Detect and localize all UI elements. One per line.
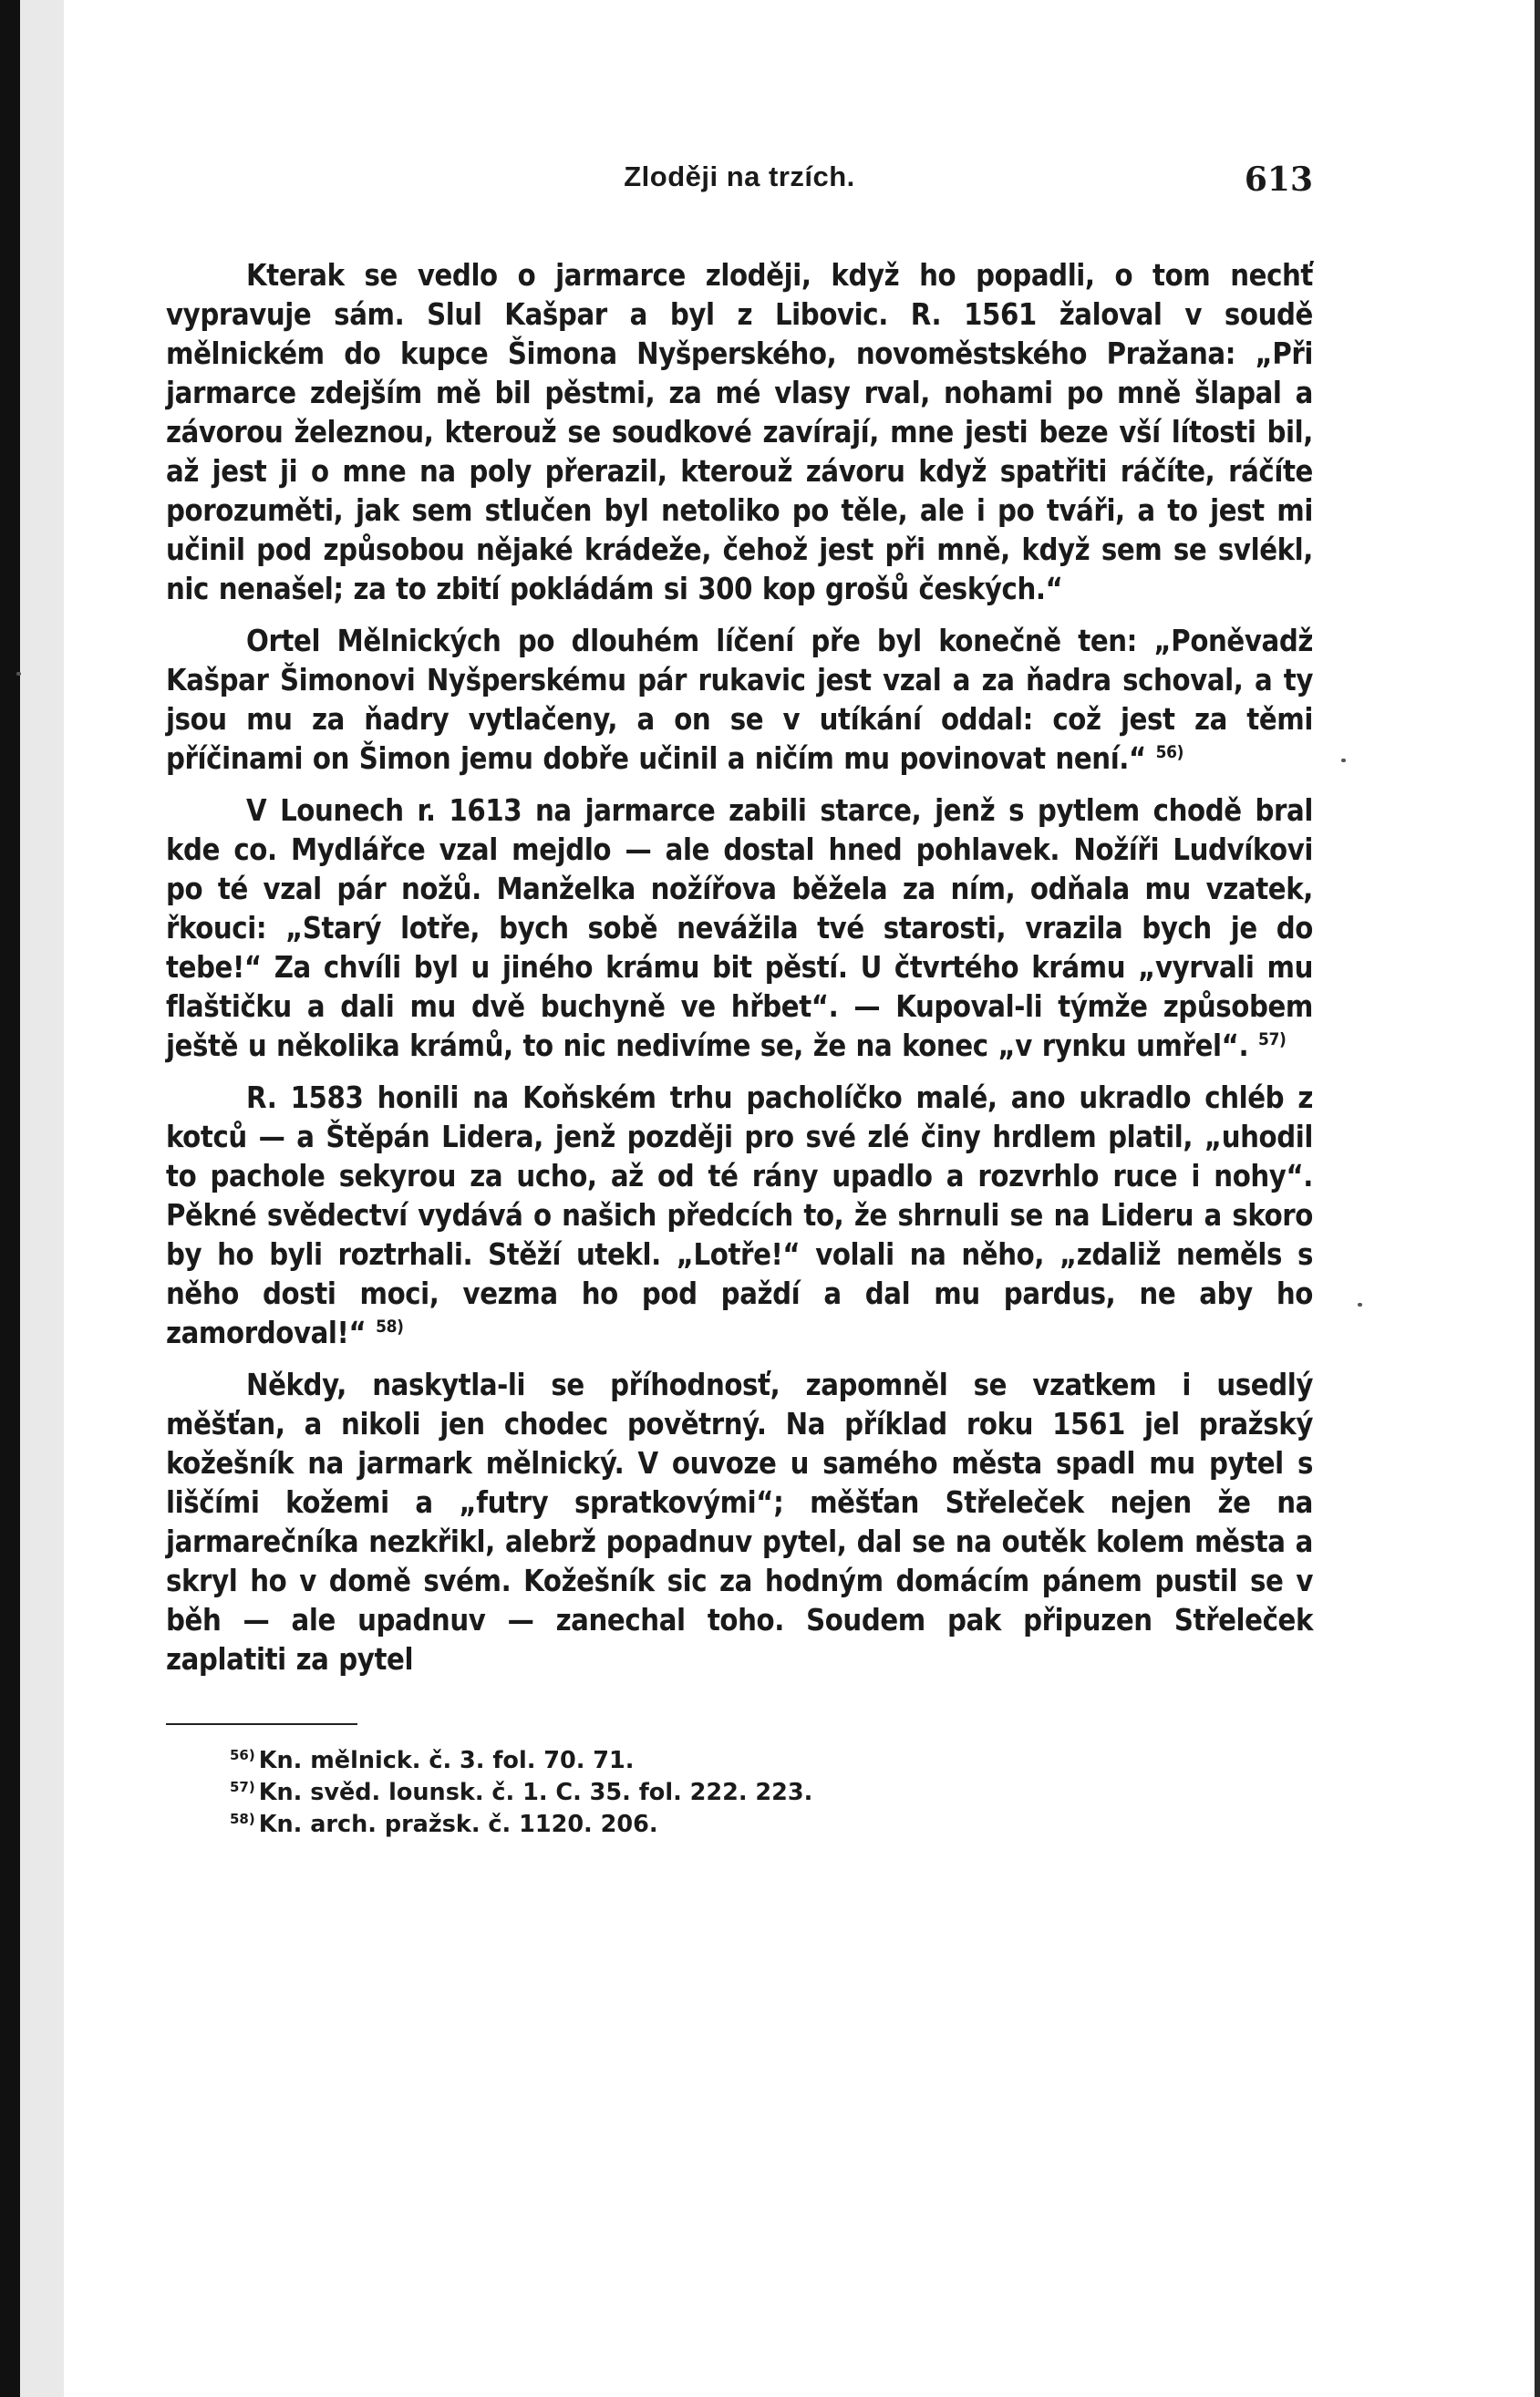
paragraph-text: Ortel Mělnických po dlouhém líčení pře byl konečně ten: „Poněvadž Kašpar Šimonovi Nyšperskému pár rukavic jest vzal a za ňadra schoval, a ty jsou mu za ňadry vytlačeny, a on se v utíkání oddal: což jest za těmi příčinami on Šimon jemu dobře učinil a ničím mu povinovat není.“ — [166, 624, 1313, 776]
footnote — [230, 1745, 1313, 1777]
footnote-rule — [166, 1723, 357, 1725]
paragraph — [166, 256, 1313, 609]
paragraph-text: V Lounech r. 1613 na jarmarce zabili starce, jenž s pytlem chodě bral kde co. Mydlářce vzal mejdlo — ale dostal hned pohlavek. Nožíři Ludvíkovi po té vzal pár nožů. Manželka nožířova běžela za ním, odňala mu vzatek, řkouci: „Starý lotře, bych sobě nevážila tvé starosti, vrazila bych je do tebe!“ Za chvíli byl u jiného krámu bit pěstí. U čtvrtého krámu „vyrvali mu flaštičku a dali mu dvě buchyně ve hřbet“. — Kupoval-li týmže způsobem ještě u několika krámů, to nic nedivíme se, že na konec „v rynku umřel“. — [166, 793, 1313, 1063]
footnote — [230, 1809, 1313, 1841]
paragraph-text: R. 1583 honili na Koňském trhu pacholíčko malé, ano ukradlo chléb z kotců — a Štěpán Lidera, jenž později pro své zlé činy hrdlem platil, „uhodil to pachole sekyrou za ucho, až od té rány upadlo a rozvrhlo ruce i nohy“. Pěkné svědectví vydává o našich předcích to, že shrnuli se na Lideru a skoro by ho byli roztrhali. Stěží utekl. „Lotře!“ volali na něho, „zdaliž neměls s něho dosti moci, vezma ho pod paždí a dal mu pardus, ne aby ho zamordoval!“ — [166, 1080, 1313, 1350]
paragraph — [166, 1079, 1313, 1353]
running-title: Zloději na trzích. — [624, 160, 855, 192]
paragraph-text: Někdy, naskytla-li se příhodnosť, zapomněl se vzatkem i usedlý měšťan, a nikoli jen chodec povětrný. Na příklad roku 1561 jel pražský kožešník na jarmark mělnický. V ouvoze u samého města spadl mu pytel s liščími kožemi a „futry spratkovými“; měšťan Střeleček nejen že na jarmarečníka nezkřikl, alebrž popadnuv pytel, dal se na outěk kolem města a skryl ho v domě svém. Kožešník sic za hodným domácím pánem pustil se v běh — ale upadnuv — zanechal toho. Soudem pak připuzen Střeleček zaplatiti za pytel — [166, 1368, 1313, 1677]
scan-edge-left — [0, 0, 20, 2397]
running-head — [166, 155, 1313, 210]
scan-speck — [1358, 1303, 1362, 1307]
footnote-ref: 58) — [376, 1317, 404, 1338]
scan-speck — [1341, 759, 1346, 762]
footnote-number: 56) — [230, 1746, 255, 1763]
paragraph-text: Kterak se vedlo o jarmarce zloději, když ho popadli, o tom nechť vypravuje sám. Slul Kašpar a byl z Libovic. R. 1561 žaloval v soudě mělnickém do kupce Šimona Nyšperského, novoměstského Pražana: „Při jarmarce zdejším mě bil pěstmi, za mé vlasy rval, nohami po mně šlapal a závorou železnou, kterouž se soudkové zavírají, mne jesti beze vší lítosti bil, až jest ji o mne na poly přerazil, kterouž závoru když spatřiti ráčíte, ráčíte porozuměti, jak sem stlučen byl netoliko po těle, ale i po tváři, a to jest mi učinil pod způsobou nějaké krádeže, čehož jest při mně, když sem se svlékl, nic nenašel; za to zbití pokládám si 300 kop grošů českých.“ — [166, 258, 1313, 606]
footnotes — [166, 1745, 1313, 1841]
footnote — [230, 1777, 1313, 1809]
book-page — [166, 155, 1313, 1841]
body-text — [166, 256, 1313, 1679]
footnote-text: Kn. mělnick. č. 3. fol. 70. 71. — [258, 1747, 635, 1774]
scan-edge-right — [1535, 0, 1540, 2397]
footnote-number: 57) — [230, 1778, 255, 1795]
scan-gutter — [20, 0, 64, 2397]
scan-speck — [16, 672, 21, 676]
footnote-text: Kn. arch. pražsk. č. 1120. 206. — [258, 1811, 658, 1838]
footnote-number: 58) — [230, 1810, 255, 1827]
paragraph — [166, 1366, 1313, 1679]
footnote-ref: 56) — [1155, 742, 1184, 763]
footnote-ref: 57) — [1257, 1029, 1287, 1050]
paragraph — [166, 622, 1313, 779]
paragraph — [166, 791, 1313, 1066]
footnote-text: Kn. svěd. lounsk. č. 1. C. 35. fol. 222. 223. — [258, 1779, 813, 1806]
page-number: 613 — [1244, 160, 1313, 199]
